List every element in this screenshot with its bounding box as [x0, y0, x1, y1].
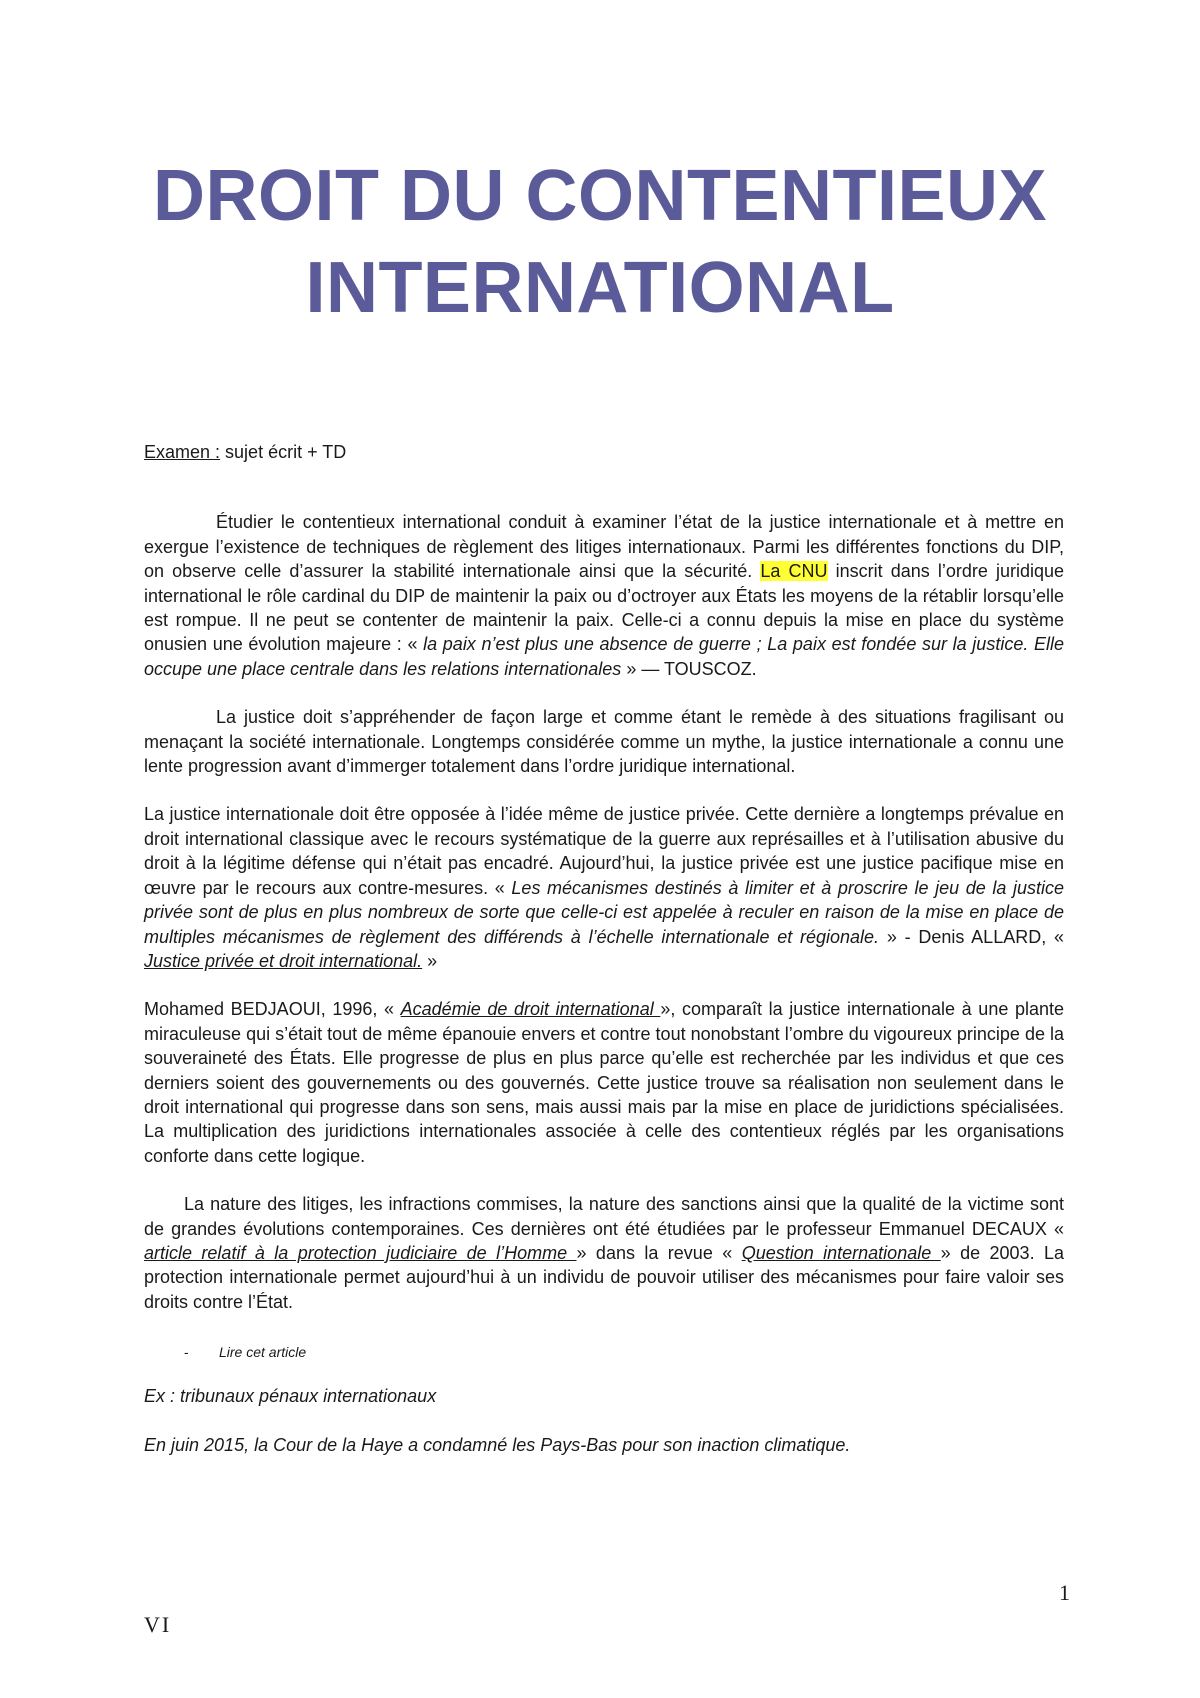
paragraph-4	[144, 997, 1064, 1168]
touscoz-quote: la paix n’est plus une absence de guerre ; La paix est fondée sur la justice. Elle occupe une place centrale dans les relations internationales	[144, 634, 1065, 679]
p3-text-2: » - Denis ALLARD, «	[879, 926, 1064, 947]
bullet-dash: -	[184, 1344, 189, 1361]
p5-text-2: » dans la revue «	[576, 1242, 742, 1263]
title-line-1: DROIT DU CONTENTIEUX	[152, 156, 1047, 236]
paragraph-2: La justice doit s’appréhender de façon large et comme étant le remède à des situations fragilisant ou menaçant la société internationale. Longtemps considérée comme un mythe, la justice internationale a connu une lente progression avant d’immerger totalement dans l’ordre juridique international.	[144, 707, 1064, 777]
paragraph-1	[144, 510, 1064, 681]
allard-reference-link[interactable]: Justice privée et droit international.	[144, 950, 423, 971]
example-line-2: En juin 2015, la Cour de la Haye a condamné les Pays-Bas pour son inaction climatique.	[144, 1434, 851, 1455]
paragraph-5	[144, 1192, 1064, 1314]
bullet-text: Lire cet article	[219, 1344, 307, 1361]
document-body	[144, 440, 1064, 1457]
p5-text-1: La nature des litiges, les infractions commises, la nature des sanctions ainsi que la qualité de la victime sont de grandes évolutions contemporaines. Ces dernières ont été étudiées par le professeur Emmanuel DECAUX «	[144, 1194, 1064, 1239]
question-internationale-link[interactable]: Question internationale	[741, 1242, 941, 1263]
p4-text-2: », comparaît la justice internationale à une plante miraculeuse qui s’était tout de même épanouie envers et contre tout nonobstant l’ombre du vigoureux principe de la souveraineté des États. Elle progresse de plus en plus parce qu’elle est recherchée par les individus et que ces derniers soient des gouvernements ou des gouvernés. Cette justice trouve sa réalisation non seulement dans le droit international qui progresse dans son sens, mais aussi mais par la mise en place de juridictions spécialisées. La multiplication des juridictions internationales associée à celle des contentieux réglés par les organisations conforte dans cette logique.	[144, 999, 1065, 1166]
p1-text-2: inscrit dans l’ordre juridique international le rôle cardinal du DIP de maintenir la paix ou d’octroyer aux États les moyens de la rétablir lorsqu’elle est rompue. Il ne peut se contenter de maintenir la paix. Celle-ci a connu depuis la mise en place du système onusien une évolution majeure : «	[144, 561, 1065, 655]
footer-text: VI	[144, 1612, 172, 1637]
exam-label: Examen :	[144, 442, 221, 462]
p3-text-1: La justice internationale doit être opposée à l’idée même de justice privée. Cette dernière a longtemps prévalue en droit international classique avec le recours systématique de la guerre aux représailles et à l’utilisation abusive du droit à la légitime défense qui n’était pas encadré. Aujourd’hui, la justice privée est une justice pacifique mise en œuvre par le recours aux contre-mesures. «	[144, 804, 1064, 898]
academie-reference-link[interactable]: Académie de droit international	[400, 999, 661, 1020]
bullet-item	[184, 1342, 1064, 1362]
exam-text: sujet écrit + TD	[220, 442, 347, 462]
paragraph-3	[144, 802, 1064, 973]
title-line-2: INTERNATIONAL	[305, 248, 895, 328]
page-number: 1	[1059, 1580, 1070, 1605]
example-line-1: Ex : tribunaux pénaux internationaux	[144, 1386, 437, 1407]
decaux-article-link[interactable]: article relatif à la protection judiciaire de l’Homme	[144, 1242, 577, 1263]
p3-text-3: »	[422, 950, 438, 971]
p4-text-1: Mohamed BEDJAOUI, 1996, «	[144, 999, 401, 1020]
p1-text-3: » — TOUSCOZ.	[621, 658, 757, 679]
document-title	[0, 150, 1200, 334]
exam-line	[144, 440, 1064, 464]
p1-text-1: Étudier le contentieux international conduit à examiner l’état de la justice internationale et à mettre en exergue l’existence de techniques de règlement des litiges internationaux. Parmi les différentes fonctions du DIP, on observe celle d’assurer la stabilité internationale ainsi que la sécurité.	[144, 512, 1064, 582]
p5-text-3: » de 2003. La protection internationale permet aujourd’hui à un individu de pouvoir utiliser des mécanismes pour faire valoir ses droits contre l’État.	[144, 1242, 1065, 1312]
highlighted-text: La CNU	[760, 561, 828, 582]
allard-quote: Les mécanismes destinés à limiter et à proscrire le jeu de la justice privée sont de plus en plus nombreux de sorte que celle-ci est appelée à reculer en raison de la mise en place de multiples mécanismes de règlement des différends à l’échelle internationale et régionale.	[144, 877, 1064, 947]
